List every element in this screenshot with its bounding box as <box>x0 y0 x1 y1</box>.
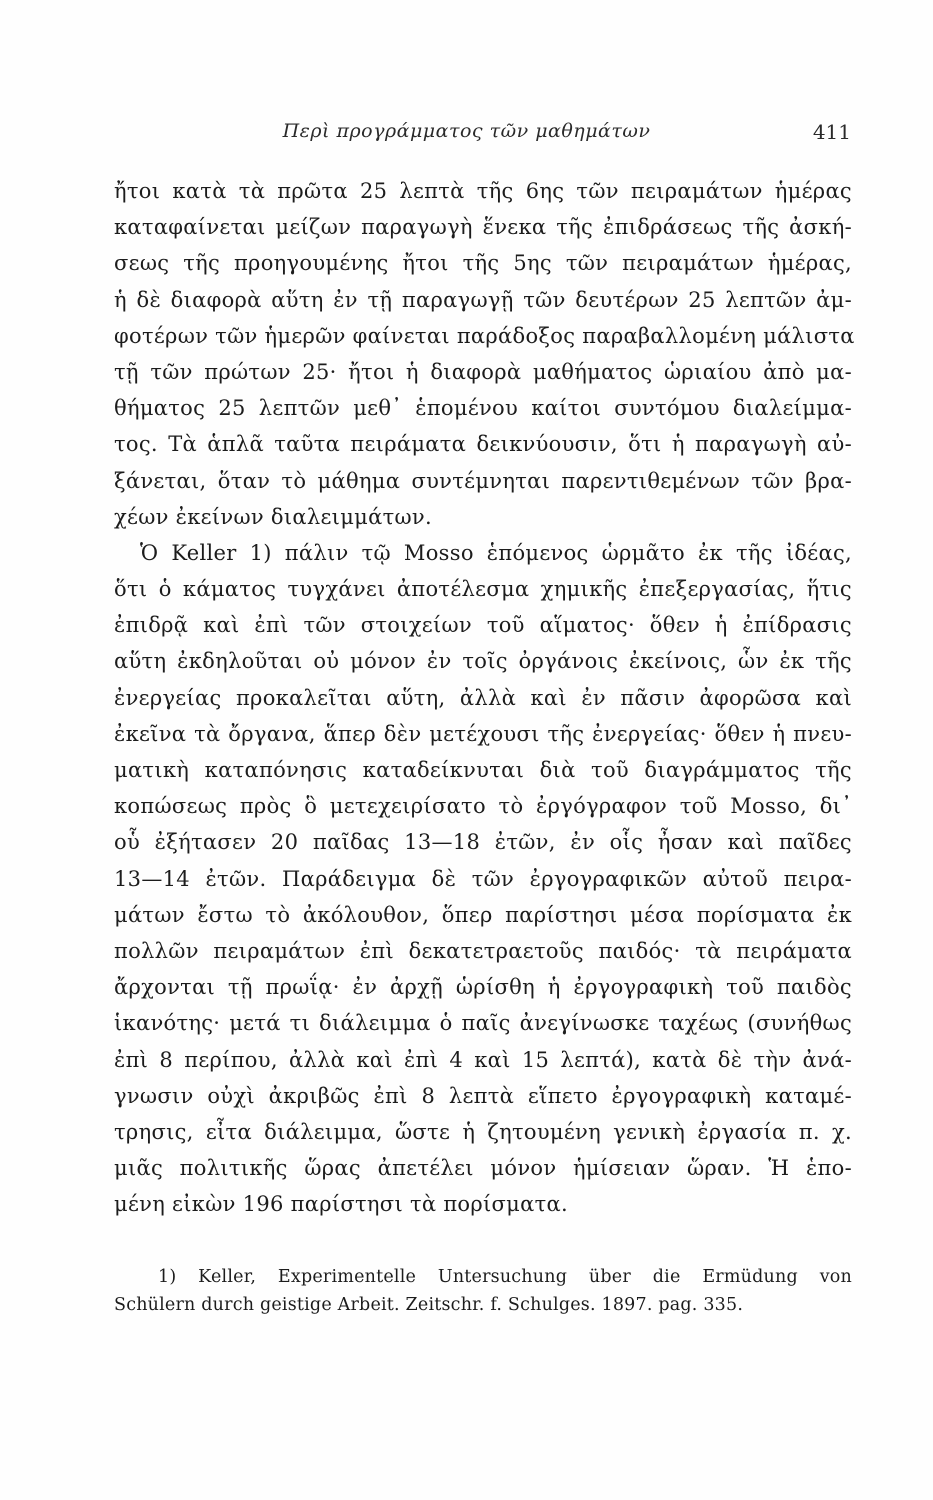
text-line: ἐκεῖνα τὰ ὄργανα, ἅπερ δὲν μετέχουσι τῆς ἐνεργείας· ὅθεν ἡ πνευ- <box>114 721 852 746</box>
text-line: 13—14 ἐτῶν. Παράδειγμα δὲ τῶν ἐργογραφικῶν αὐτοῦ πειρα- <box>114 866 852 891</box>
text-line: ξάνεται, ὅταν τὸ μάθημα συντέμνηται παρεντιθεμένων τῶν βρα- <box>114 468 852 493</box>
text-line: κοπώσεως πρὸς ὃ μετεχειρίσατο τὸ ἐργόγραφον τοῦ Mosso, δι᾽ <box>114 794 852 819</box>
text-line: τρησις, εἶτα διάλειμμα, ὥστε ἡ ζητουμένη γενικὴ ἐργασία π. χ. <box>114 1119 852 1144</box>
text-line: οὗ ἐξήτασεν 20 παῖδας 13—18 ἐτῶν, ἐν οἷς ἦσαν καὶ παῖδες <box>114 830 852 855</box>
text-line: αὕτη ἐκδηλοῦται οὐ μόνον ἐν τοῖς ὀργάνοις ἐκείνοις, ὧν ἐκ τῆς <box>114 649 852 674</box>
text-line: τος. Τὰ ἁπλᾶ ταῦτα πειράματα δεικνύουσιν, ὅτι ἡ παραγωγὴ αὐ- <box>114 432 852 457</box>
text-line: μιᾶς πολιτικῆς ὥρας ἀπετέλει μόνον ἡμίσειαν ὥραν. Ἡ ἑπο- <box>114 1156 852 1181</box>
running-head <box>0 120 933 150</box>
text-line: φοτέρων τῶν ἡμερῶν φαίνεται παράδοξος παραβαλλομένη μάλιστα <box>114 323 855 348</box>
footnote-line: Schülern durch geistige Arbeit. Zeitschr. f. Schulges. 1897. pag. 335. <box>114 1295 744 1315</box>
footnote-line: 1) Keller, Experimentelle Untersuchung über die Ermüdung von <box>158 1267 852 1287</box>
text-line: πολλῶν πειραμάτων ἐπὶ δεκατετραετοῦς παιδός· τὰ πειράματα <box>114 938 852 963</box>
text-line: σεως τῆς προηγουμένης ἤτοι τῆς 5ης τῶν πειραμάτων ἡμέρας, <box>114 251 852 276</box>
text-line: ματικὴ καταπόνησις καταδείκνυται διὰ τοῦ διαγράμματος τῆς <box>114 758 852 782</box>
text-line: θήματος 25 λεπτῶν μεθ᾽ ἑπομένου καίτοι συντόμου διαλείμμα- <box>114 396 852 421</box>
footnote <box>114 1263 852 1319</box>
text-line: μένη εἰκὼν 196 παρίστησι τὰ πορίσματα. <box>114 1192 568 1217</box>
text-line: ἱκανότης· μετά τι διάλειμμα ὁ παῖς ἀνεγίνωσκε ταχέως (συνήθως <box>114 1011 852 1036</box>
text-line: ἐπὶ 8 περίπου, ἀλλὰ καὶ ἐπὶ 4 καὶ 15 λεπτά), κατὰ δὲ τὴν ἀνά- <box>114 1047 852 1072</box>
text-line: χέων ἐκείνων διαλειμμάτων. <box>114 504 432 529</box>
text-line: ἐπιδρᾷ καὶ ἐπὶ τῶν στοιχείων τοῦ αἵματος· ὅθεν ἡ ἐπίδρασις <box>114 613 852 638</box>
text-line: ἤτοι κατὰ τὰ πρῶτα 25 λεπτὰ τῆς 6ης τῶν πειραμάτων ἡμέρας <box>114 179 852 203</box>
paragraph-start: Ὁ Keller 1) πάλιν τῷ Mosso ἑπόμενος ὡρμᾶτο ἐκ τῆς ἰδέας, <box>140 540 852 565</box>
text-line: μάτων ἔστω τὸ ἀκόλουθον, ὅπερ παρίστησι μέσα πορίσματα ἐκ <box>114 902 852 927</box>
text-line: ἐνεργείας προκαλεῖται αὕτη, ἀλλὰ καὶ ἐν πᾶσιν ἀφορῶσα καὶ <box>114 685 852 710</box>
page-number: 411 <box>812 120 851 144</box>
text-line: τῇ τῶν πρώτων 25· ἤτοι ἡ διαφορὰ μαθήματος ὡριαίου ἀπὸ μα- <box>114 359 852 384</box>
text-line: καταφαίνεται μείζων παραγωγὴ ἕνεκα τῆς ἐπιδράσεως τῆς ἀσκή- <box>114 215 852 240</box>
text-line: ἄρχονται τῇ πρωΐᾳ· ἐν ἀρχῇ ὡρίσθη ἡ ἐργογραφικὴ τοῦ παιδὸς <box>114 975 852 1000</box>
text-line: γνωσιν οὐχὶ ἀκριβῶς ἐπὶ 8 λεπτὰ εἵπετο ἐργογραφικὴ καταμέ- <box>114 1083 852 1108</box>
text-line: ἡ δὲ διαφορὰ αὕτη ἐν τῇ παραγωγῇ τῶν δευτέρων 25 λεπτῶν ἀμ- <box>114 287 852 312</box>
running-title: Περὶ προγράμματος τῶν μαθημάτων <box>282 120 651 142</box>
text-line: ὅτι ὁ κάματος τυγχάνει ἀποτέλεσμα χημικῆς ἐπεξεργασίας, ἥτις <box>114 577 852 602</box>
body-text <box>114 173 855 1222</box>
